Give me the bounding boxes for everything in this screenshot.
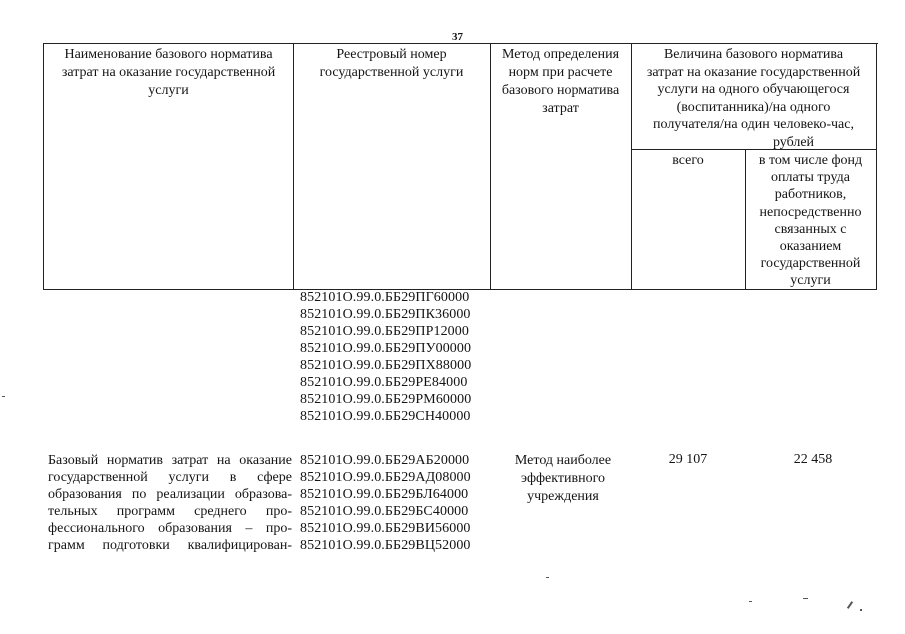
registry-code: 852101О.99.0.ББ29АД08000 xyxy=(300,470,471,485)
registry-code: 852101О.99.0.ББ29РЕ84000 xyxy=(300,375,468,390)
registry-code: 852101О.99.0.ББ29ВЦ52000 xyxy=(300,538,471,553)
registry-code: 852101О.99.0.ББ29ПГ60000 xyxy=(300,290,470,305)
page-number: 37 xyxy=(452,31,463,43)
registry-code: 852101О.99.0.ББ29СН40000 xyxy=(300,409,471,424)
header-col-labor-fund: в том числе фонд оплаты труда работников, непосредственно связанных с оказанием государственной услуги xyxy=(758,153,863,289)
registry-code: 852101О.99.0.ББ29БС40000 xyxy=(300,504,469,519)
scan-speck xyxy=(749,601,752,602)
registry-codes xyxy=(300,452,471,554)
registry-code: 852101О.99.0.ББ29АБ20000 xyxy=(300,453,470,468)
header-col-method: Метод определения норм при расчете базового норматива затрат xyxy=(501,47,620,116)
header-col-total: всего xyxy=(672,153,704,168)
scan-speck xyxy=(2,396,5,397)
registry-code: 852101О.99.0.ББ29ПУ00000 xyxy=(300,341,472,356)
scan-speck xyxy=(847,601,853,609)
scan-speck xyxy=(546,577,549,578)
registry-code: 852101О.99.0.ББ29ВИ56000 xyxy=(300,521,471,536)
header-col-value: Величина базового норматива затрат на оказание государственной услуги на одного обучающегося (воспитанника)/на одного получателя/на один человеко-час, рублей xyxy=(646,47,861,150)
registry-code: 852101О.99.0.ББ29ПР12000 xyxy=(300,324,469,339)
table-header xyxy=(43,43,878,290)
registry-code: 852101О.99.0.ББ29ПХ88000 xyxy=(300,358,472,373)
scan-speck xyxy=(860,609,862,611)
value-labor-fund: 22 458 xyxy=(793,452,833,467)
registry-codes-continued xyxy=(300,289,471,425)
service-name: Базовый норматив затрат на оказание государственной услуги в сфере образования по реализации образова- тельных программ среднего про- фессионального образования – про- грамм подготовки квалифицирован- xyxy=(48,453,292,553)
col-divider-5 xyxy=(876,44,877,290)
calculation-method: Метод наиболее эффективного учреждения xyxy=(514,453,612,504)
scan-speck xyxy=(803,598,808,599)
header-col-service-name: Наименование базового норматива затрат на оказание государственной услуги xyxy=(61,47,276,98)
header-col-registry-number: Реестровый номер государственной услуги xyxy=(319,47,464,80)
registry-code: 852101О.99.0.ББ29РМ60000 xyxy=(300,392,472,407)
value-total: 29 107 xyxy=(668,452,708,467)
registry-code: 852101О.99.0.ББ29БЛ64000 xyxy=(300,487,469,502)
registry-code: 852101О.99.0.ББ29ПК36000 xyxy=(300,307,471,322)
